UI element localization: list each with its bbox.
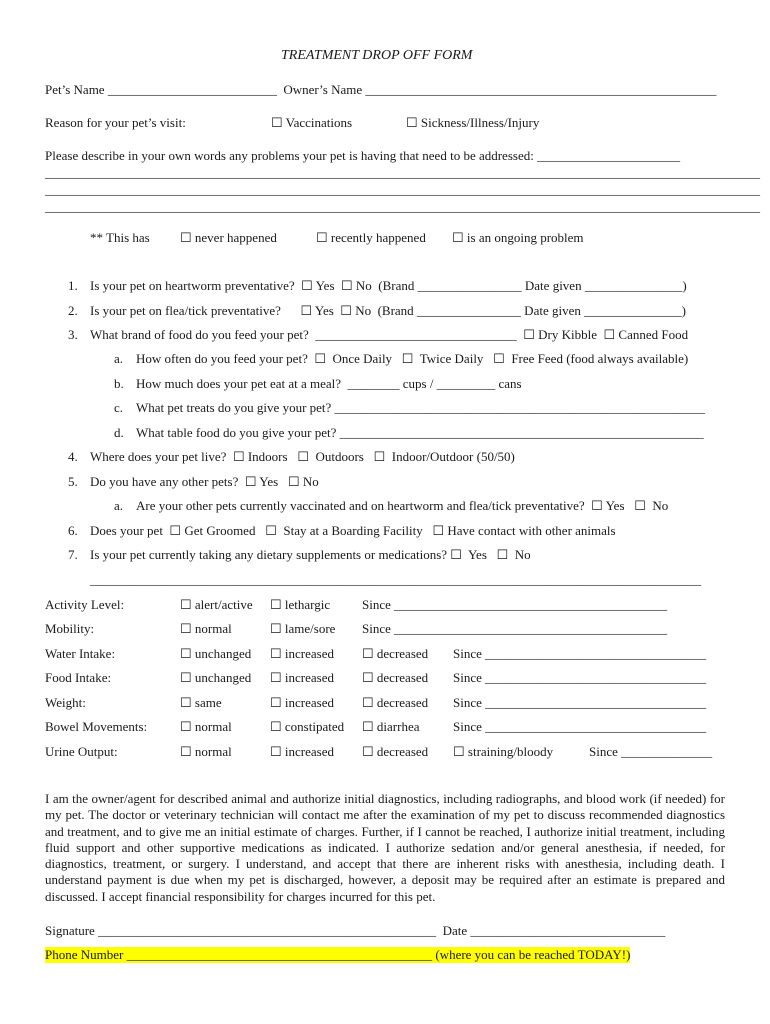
never-happened-checkbox[interactable]: ☐ never happened (180, 230, 277, 245)
row-option-checkbox[interactable]: ☐ unchanged (180, 646, 252, 661)
row-option-checkbox[interactable]: ☐ increased (270, 744, 334, 759)
question-other-pets[interactable]: Do you have any other pets? ☐ Yes ☐ No (90, 474, 319, 489)
question-pet-treats[interactable]: What pet treats do you give your pet? _________________________________________________________ (136, 400, 706, 415)
sub-question-letter: a. (114, 498, 124, 513)
question-number: 5. (68, 474, 78, 489)
reason-vaccinations-checkbox[interactable]: ☐ Vaccinations (271, 115, 353, 130)
row-since-field[interactable]: Since __________________________________________ (362, 621, 668, 636)
row-label: Bowel Movements: (45, 719, 148, 734)
row-option-checkbox[interactable]: ☐ same (180, 695, 222, 710)
row-label: Weight: (45, 695, 86, 710)
row-label: Urine Output: (45, 744, 118, 759)
sub-question-letter: b. (114, 376, 124, 391)
row-label: Mobility: (45, 621, 95, 636)
pet-owner-name-line[interactable]: Pet’s Name __________________________ Owner’s Name ______________________________________________________ (45, 82, 717, 97)
question-flea-tick[interactable]: Is your pet on flea/tick preventative? ☐ Yes ☐ No (Brand ________________ Date given _______________) (90, 303, 686, 318)
question-number: 6. (68, 523, 78, 538)
phone-number-line[interactable]: Phone Number _______________________________________________ (where you can be reached TODAY!) (45, 947, 631, 962)
row-option-checkbox[interactable]: ☐ lame/sore (270, 621, 336, 636)
row-option-checkbox[interactable]: ☐ decreased (362, 744, 429, 759)
supplements-blank-line[interactable]: ______________________________________________________________________________________________ (90, 572, 701, 587)
row-option-checkbox[interactable]: ☐ increased (270, 695, 334, 710)
consent-paragraph: I am the owner/agent for described animal and authorize initial diagnostics, including radiographs, and blood work (if needed) for my pet. The doctor or veterinary technician will contact me after the examination of my pet to discuss recommended diagnostics and treatment, and to give me an initial estimate of charges. Further, if I cannot be reached, I authorize initial treatment, including fluid support and other supportive medications as indicated. I authorize sedation and/or general anesthesia, if needed, for diagnostics, treatment, or surgery. I understand, and accept that there are inherent risks with anesthesia, including death. I understand payment is due when my pet is discharged, however, a deposit may be required after an estimate is prepared and discussed. I accept financial responsibility for charges incurred for this pet. (45, 791, 725, 904)
row-option-checkbox[interactable]: ☐ constipated (270, 719, 345, 734)
row-since-field[interactable]: Since __________________________________ (453, 719, 707, 734)
reason-label: Reason for your pet’s visit: (45, 115, 186, 130)
question-meal-amount[interactable]: How much does your pet eat at a meal? ________ cups / _________ cans (136, 376, 522, 391)
sub-question-letter: d. (114, 425, 124, 440)
row-option-checkbox[interactable]: ☐ diarrhea (362, 719, 420, 734)
signature-date-line[interactable]: Signature ____________________________________________________ Date ______________________________ (45, 923, 666, 938)
question-number: 1. (68, 278, 78, 293)
row-option-checkbox[interactable]: ☐ increased (270, 670, 334, 685)
row-option-checkbox[interactable]: ☐ decreased (362, 695, 429, 710)
question-number: 2. (68, 303, 78, 318)
row-since-field[interactable]: Since __________________________________________ (362, 597, 668, 612)
question-feed-frequency[interactable]: How often do you feed your pet? ☐ Once Daily ☐ Twice Daily ☐ Free Feed (food always available) (136, 351, 689, 366)
describe-blank-line[interactable]: ______________________________________________________________________________________________________________ (45, 182, 760, 197)
sub-question-letter: c. (114, 400, 124, 415)
row-option-checkbox[interactable]: ☐ alert/active (180, 597, 253, 612)
row-since-field[interactable]: Since ______________ (589, 744, 713, 759)
describe-prompt[interactable]: Please describe in your own words any problems your pet is having that need to be addressed: ______________________ (45, 148, 681, 163)
ongoing-problem-checkbox[interactable]: ☐ is an ongoing problem (452, 230, 584, 245)
row-option-checkbox[interactable]: ☐ normal (180, 744, 232, 759)
describe-blank-line[interactable]: ______________________________________________________________________________________________________________ (45, 165, 760, 180)
this-has-label: ** This has (90, 230, 150, 245)
recently-happened-checkbox[interactable]: ☐ recently happened (316, 230, 426, 245)
row-option-checkbox[interactable]: ☐ decreased (362, 670, 429, 685)
question-food-brand[interactable]: What brand of food do you feed your pet? _______________________________ ☐ Dry Kibble ☐ Canned Food (90, 327, 689, 342)
question-heartworm[interactable]: Is your pet on heartworm preventative? ☐ Yes ☐ No (Brand ________________ Date given _______________) (90, 278, 687, 293)
row-label: Activity Level: (45, 597, 125, 612)
row-option-checkbox[interactable]: ☐ straining/bloody (453, 744, 554, 759)
row-option-checkbox[interactable]: ☐ decreased (362, 646, 429, 661)
form-title: TREATMENT DROP OFF FORM (281, 48, 473, 63)
question-table-food[interactable]: What table food do you give your pet? ________________________________________________________ (136, 425, 704, 440)
describe-blank-line[interactable]: ______________________________________________________________________________________________________________ (45, 199, 760, 214)
question-other-pets-vaccinated[interactable]: Are your other pets currently vaccinated and on heartworm and flea/tick preventative? ☐ Yes ☐ No (136, 498, 669, 513)
row-option-checkbox[interactable]: ☐ unchanged (180, 670, 252, 685)
row-since-field[interactable]: Since __________________________________ (453, 695, 707, 710)
question-supplements[interactable]: Is your pet currently taking any dietary supplements or medications? ☐ Yes ☐ No (90, 547, 531, 562)
question-number: 7. (68, 547, 78, 562)
row-option-checkbox[interactable]: ☐ lethargic (270, 597, 331, 612)
row-label: Water Intake: (45, 646, 116, 661)
question-number: 4. (68, 449, 78, 464)
question-pet-activities[interactable]: Does your pet ☐ Get Groomed ☐ Stay at a Boarding Facility ☐ Have contact with other animals (90, 523, 616, 538)
row-option-checkbox[interactable]: ☐ normal (180, 621, 232, 636)
sub-question-letter: a. (114, 351, 124, 366)
question-pet-lives[interactable]: Where does your pet live? ☐ Indoors ☐ Outdoors ☐ Indoor/Outdoor (50/50) (90, 449, 515, 464)
row-since-field[interactable]: Since __________________________________ (453, 670, 707, 685)
row-since-field[interactable]: Since __________________________________ (453, 646, 707, 661)
row-label: Food Intake: (45, 670, 112, 685)
row-option-checkbox[interactable]: ☐ normal (180, 719, 232, 734)
reason-sickness-checkbox[interactable]: ☐ Sickness/Illness/Injury (406, 115, 540, 130)
question-number: 3. (68, 327, 78, 342)
row-option-checkbox[interactable]: ☐ increased (270, 646, 334, 661)
